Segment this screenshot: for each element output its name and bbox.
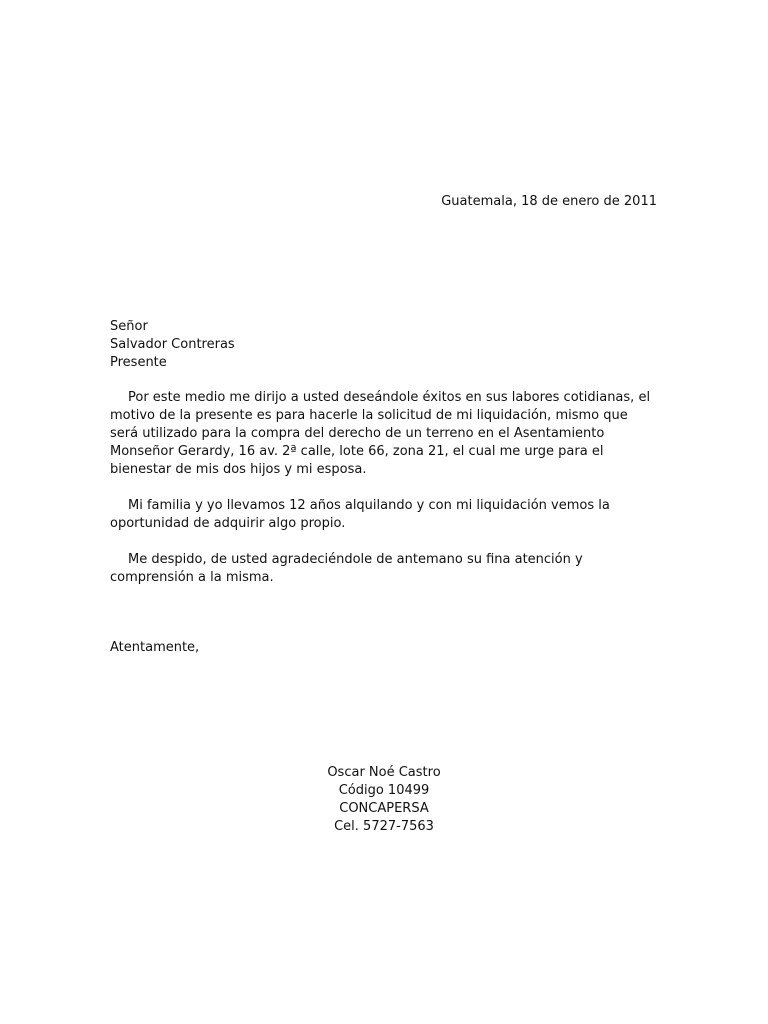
recipient-presente: Presente [110, 355, 167, 370]
recipient-salutation: Señor [110, 319, 148, 334]
date-line: Guatemala, 18 de enero de 2011 [441, 194, 657, 209]
closing-line: Atentamente, [110, 640, 200, 655]
body-paragraph: Me despido, de usted agradeciéndole de antemano su fina atención y comprensión a la misma. [110, 552, 583, 585]
recipient-name: Salvador Contreras [110, 337, 235, 352]
body-paragraph: Mi familia y yo llevamos 12 años alquilando y con mi liquidación vemos la oportunidad de adquirir algo propio. [110, 498, 610, 531]
signature-name: Oscar Noé Castro [327, 765, 441, 780]
signature-phone: Cel. 5727-7563 [334, 819, 434, 834]
signature-block [284, 764, 484, 836]
signature-company: CONCAPERSA [339, 801, 429, 816]
recipient-block [110, 318, 235, 372]
body-paragraph: Por este medio me dirijo a usted deseándole éxitos en sus labores cotidianas, el motivo de la presente es para hacerle la solicitud de mi liquidación, mismo que será utilizado para la compra del derecho de un terreno en el Asentamiento Monseñor Gerardy, 16 av. 2ª calle, lote 66, zona 21, el cual me urge para el bienestar de mis dos hijos y mi esposa. [110, 390, 651, 477]
letter-body [110, 389, 655, 605]
signature-code: Código 10499 [338, 783, 430, 798]
